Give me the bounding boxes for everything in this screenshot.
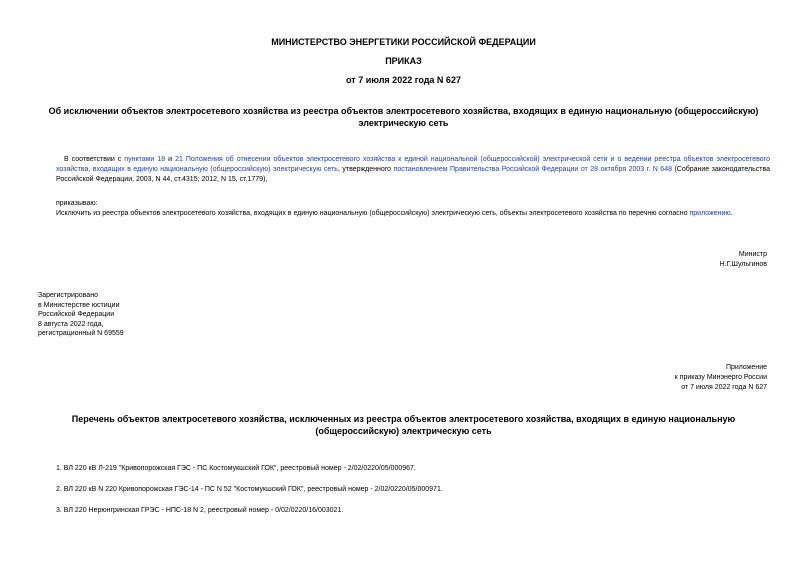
decision-text: Исключить из реестра объектов электросетевого хозяйства, входящих в единую национальную (общероссийскую) электрическую сеть, объекты электросетевого хозяйства по перечню согласно — [56, 210, 690, 217]
appendix-line-1: Приложение — [725, 364, 767, 371]
link-point-21[interactable]: 21 — [175, 156, 183, 163]
intro-paragraph — [56, 155, 770, 185]
registration-line-1: Зарегистрировано — [38, 292, 98, 299]
list-title — [0, 413, 807, 437]
document-title-line1: Об исключении объектов электросетевого хозяйства из реестра объектов электросетевого хозяйства, входящих в единую национальную (общероссийскую) — [48, 106, 759, 116]
list-item: 1. ВЛ 220 кВ Л-219 "Кривопорожская ГЭС - ПС Костомукшский ГОК", реестровый номер - 2/02/0220/05/000967. — [56, 465, 416, 472]
appendix-block — [520, 363, 767, 393]
link-points-18[interactable]: пунктами 18 — [124, 156, 166, 163]
intro-text-5: (Собрание законодательства Российской Федерации, 2003, N 44, ст.4315; 2012, N 15, ст.1779), — [56, 166, 770, 183]
document-title — [0, 105, 807, 129]
ministry-heading: МИНИСТЕРСТВО ЭНЕРГЕТИКИ РОССИЙСКОЙ ФЕДЕРАЦИИ — [271, 37, 536, 47]
decision-paragraph — [56, 209, 776, 219]
list-title-line2: (общероссийскую) электрическую сеть — [315, 426, 492, 436]
list-item: 3. ВЛ 220 Нерюнгринская ГРЭС - НПС-18 N 2, реестровый номер - 0/02/0220/16/003021. — [56, 507, 344, 514]
list-item: 2. ВЛ 220 кВ N 220 Кривопорожская ГЭС-14 - ПС N 52 "Костомукшский ГОК", реестровый номер - 2/02/0220/05/000971. — [56, 486, 443, 493]
registration-line-5: регистрационный N 69559 — [38, 330, 124, 338]
signature-title: Министр — [738, 251, 767, 258]
order-word: приказываю: — [56, 200, 98, 207]
appendix-line-2: к приказу Минэнерго России — [674, 374, 767, 381]
order-heading: ПРИКАЗ — [385, 56, 422, 66]
signature-block — [520, 250, 767, 270]
link-government-decree[interactable]: постановлением Правительства Российской Федерации от 28 октября 2003 г. N 648 — [393, 166, 672, 173]
intro-text-4: , утвержденного — [337, 166, 394, 173]
order-date-number: от 7 июля 2022 года N 627 — [346, 75, 461, 85]
signature-name: Н.Г.Шульгинов — [719, 261, 767, 268]
registration-line-4: 8 августа 2022 года, — [38, 320, 104, 328]
appendix-line-3: от 7 июля 2022 года N 627 — [681, 384, 767, 391]
list-title-line1: Перечень объектов электросетевого хозяйства, исключенных из реестра объектов электросетевого хозяйства, входящих в единую национальную — [71, 414, 736, 424]
link-regulation[interactable]: Положения об отнесении объектов электросетевого хозяйства к единой национальной (общероссийской) электрической сети и о ведении реестра объектов электросетевого хозяйства, входящих в единую национальную (общероссийскую) электрическую сеть — [56, 156, 770, 173]
decision-end: . — [730, 210, 733, 217]
link-appendix[interactable]: приложению — [689, 210, 731, 217]
intro-text-2: и — [165, 156, 176, 163]
document-title-line2: электрическую сеть — [358, 118, 449, 128]
registration-line-2: в Министерстве юстиции — [38, 301, 120, 309]
registration-block — [38, 291, 288, 339]
registration-line-3: Российской Федерации — [38, 311, 115, 319]
intro-text-1: В соответствии с — [64, 156, 125, 163]
